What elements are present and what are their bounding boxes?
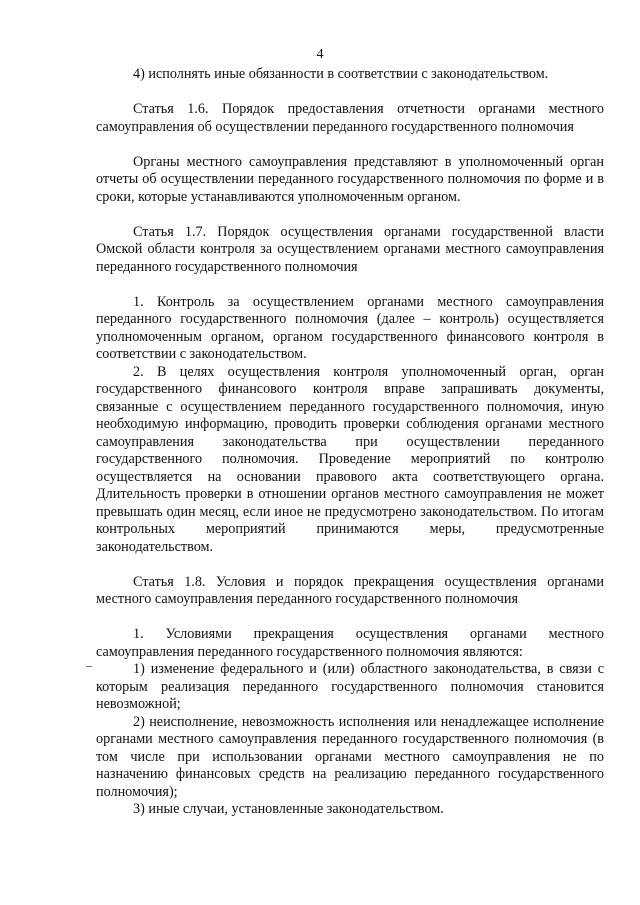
spacer [96, 609, 604, 627]
article-1-7-item-1: 1. Контроль за осуществлением органами местного самоуправления переданного государственного полномочия (далее – контроль) осуществляется уполномоченным органом, органом государственного финансового контроля в соответствии с законодательством. [96, 293, 604, 362]
spacer [96, 136, 604, 154]
document-body [96, 66, 604, 819]
article-1-6-text: Органы местного самоуправления представляют в уполномоченный орган отчеты об осуществлении переданного государственного полномочия по форме и в сроки, которые устанавливаются уполномоченным органом. [96, 153, 604, 205]
article-1-8-heading: Статья 1.8. Условия и порядок прекращения осуществления органами местного самоуправления переданного государственного полномочия [96, 573, 604, 607]
article-1-8-subitem-1: 1) изменение федерального и (или) областного законодательства, в связи с которым реализация переданного государственного полномочия становится невозможной; [96, 661, 604, 712]
article-1-8-subitem-2: 2) неисполнение, невозможность исполнения или ненадлежащее исполнение органами местного самоуправления переданного государственного полномочия (в том числе при использовании органами местного самоуправления не по назначению финансовых средств на реализацию переданного государственного полномочия); [96, 713, 604, 800]
article-1-8-subitem-3: 3) иные случаи, установленные законодательством. [133, 801, 444, 817]
article-1-7-item-2: 2. В целях осуществления контроля уполномоченный орган, орган государственного финансового контроля вправе запрашивать документы, связанные с осуществлением переданного государственного полномочия, иную необходимую информацию, проводить проверки соблюдения органами местного самоуправления законодательства при осуществлении переданного государственного полномочия. Проведение мероприятий по контролю осуществляется на основании правового акта соответствующего органа. Длительность проверки в отношении органов местного самоуправления не может превышать один месяц, если иное не предусмотрено законодательством. По итогам контрольных мероприятий принимаются меры, предусмотренные законодательством. [96, 363, 604, 555]
scan-mark [86, 666, 92, 667]
article-1-6-heading: Статья 1.6. Порядок предоставления отчетности органами местного самоуправления об осуществлении переданного государственного полномочия [96, 101, 604, 135]
spacer [96, 556, 604, 574]
page-number: 4 [316, 47, 324, 62]
article-1-7-heading: Статья 1.7. Порядок осуществления органами государственной власти Омской области контроля за осуществлением органами местного самоуправления переданного государственного полномочия [96, 223, 604, 275]
spacer [96, 84, 604, 102]
article-1-8-item-1: 1. Условиями прекращения осуществления органами местного самоуправления переданного государственного полномочия являются: [96, 626, 604, 660]
paragraph-duty-4: 4) исполнять иные обязанности в соответствии с законодательством. [133, 66, 549, 82]
spacer [96, 206, 604, 224]
spacer [96, 276, 604, 294]
